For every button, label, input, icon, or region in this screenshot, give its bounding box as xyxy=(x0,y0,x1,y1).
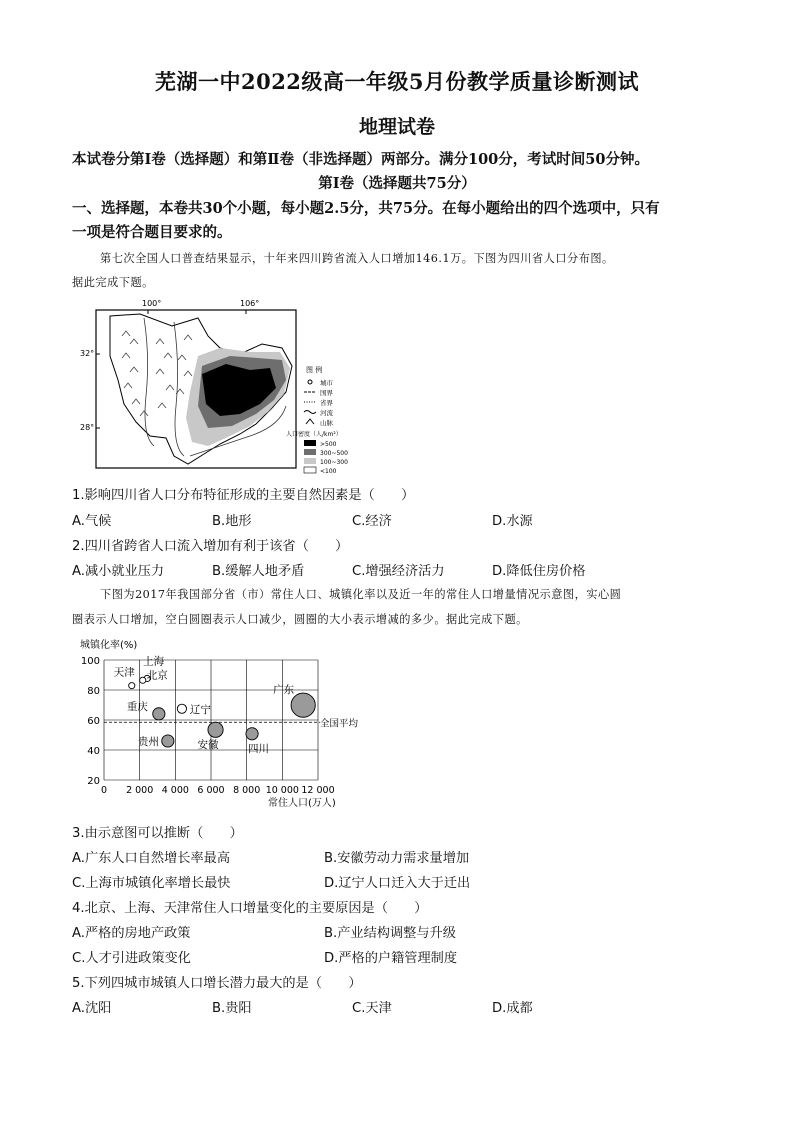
y-tick-label: 40 xyxy=(87,746,100,757)
point-北京 xyxy=(140,677,146,683)
legend-province-border: 省界 xyxy=(320,399,333,407)
q5-option-d[interactable]: D.成都 xyxy=(492,1001,533,1016)
legend-city: 城市 xyxy=(320,379,333,387)
point-label: 天津 xyxy=(113,666,135,679)
x-tick-label: 2 000 xyxy=(126,785,154,796)
point-label: 广东 xyxy=(273,684,295,697)
q1-option-b[interactable]: B.地形 xyxy=(212,514,252,529)
x-tick-label: 12 000 xyxy=(301,785,335,796)
legend-density-3: 100~300 xyxy=(320,459,348,466)
point-广东 xyxy=(291,693,315,717)
q4-option-a[interactable]: A.严格的房地产政策 xyxy=(72,926,191,941)
point-label: 四川 xyxy=(248,742,270,755)
sichuan-population-map xyxy=(80,296,370,474)
y-tick-label: 20 xyxy=(87,776,100,787)
question-3-stem: 3.由示意图可以推断（ ） xyxy=(72,826,243,841)
legend-density-title: 人口密度（人/km²） xyxy=(286,431,342,438)
q4-option-b[interactable]: B.产业结构调整与升级 xyxy=(324,926,456,941)
passage-2-line-2: 圈表示人口增加，空白圆圈表示人口减少，圆圈的大小表示增减的多少。据此完成下题。 xyxy=(72,613,528,626)
chart-ylabel: 城镇化率(%) xyxy=(80,640,138,651)
national-average-label: 全国平均 xyxy=(320,718,359,730)
q2-option-c[interactable]: C.增强经济活力 xyxy=(352,564,445,579)
paper-subtitle: 地理试卷 xyxy=(358,116,435,138)
q1-option-c[interactable]: C.经济 xyxy=(352,514,392,529)
instructions: 本试卷分第Ⅰ卷（选择题）和第Ⅱ卷（非选择题）两部分。满分100分，考试时间50分钟。 xyxy=(72,151,649,168)
passage-1-line-2: 据此完成下题。 xyxy=(72,276,154,289)
x-tick-label: 6 000 xyxy=(197,785,225,796)
q3-option-c[interactable]: C.上海市城镇化率增长最快 xyxy=(72,876,231,891)
q3-option-d[interactable]: D.辽宁人口迁入大于迁出 xyxy=(324,876,471,891)
point-辽宁 xyxy=(177,704,186,713)
legend-river: 河流 xyxy=(320,409,333,417)
section-intro: 一、选择题，本卷共30个小题，每小题2.5分，共75分。在每小题给出的四个选项中，只有 xyxy=(72,200,660,217)
legend-density-2: 300~500 xyxy=(320,450,348,457)
point-安徽 xyxy=(208,722,223,737)
y-tick-label: 80 xyxy=(87,686,100,697)
point-label: 北京 xyxy=(146,669,168,682)
legend-city-symbol xyxy=(308,380,312,384)
point-label: 安徽 xyxy=(197,738,219,751)
legend-mountain: 山脉 xyxy=(320,419,333,427)
lat-label-32: 32° xyxy=(80,349,95,358)
passage-1-line-1: 第七次全国人口普查结果显示，十年来四川跨省流入人口增加146.1万。下图为四川省人口分布图。 xyxy=(100,252,614,265)
point-四川 xyxy=(246,728,258,740)
x-tick-label: 8 000 xyxy=(233,785,261,796)
legend-national-border: 国界 xyxy=(320,389,333,397)
x-tick-label: 10 000 xyxy=(265,785,299,796)
q5-option-b[interactable]: B.贵阳 xyxy=(212,1001,252,1016)
point-label: 辽宁 xyxy=(189,703,211,716)
q2-option-a[interactable]: A.减小就业压力 xyxy=(72,564,165,579)
x-tick-label: 4 000 xyxy=(161,785,189,796)
lat-label-28: 28° xyxy=(80,423,95,432)
point-贵州 xyxy=(162,735,174,747)
q1-option-d[interactable]: D.水源 xyxy=(492,514,533,529)
point-label: 上海 xyxy=(143,655,165,668)
q2-option-d[interactable]: D.降低住房价格 xyxy=(492,564,586,579)
question-2-stem: 2.四川省跨省人口流入增加有利于该省（ ） xyxy=(72,539,349,554)
lon-label-106: 106° xyxy=(240,299,260,308)
q4-option-d[interactable]: D.严格的户籍管理制度 xyxy=(324,951,458,966)
q4-option-c[interactable]: C.人才引进政策变化 xyxy=(72,951,191,966)
q2-option-b[interactable]: B.缓解人地矛盾 xyxy=(212,564,305,579)
q5-option-c[interactable]: C.天津 xyxy=(352,1001,392,1016)
passage-2-line-1: 下图为2017年我国部分省（市）常住人口、城镇化率以及近一年的常住人口增量情况示意图，实心圆 xyxy=(100,588,622,601)
urbanization-chart xyxy=(74,636,374,812)
y-tick-label: 60 xyxy=(87,716,100,727)
chart-xlabel: 常住人口(万人) xyxy=(268,798,336,809)
q1-option-a[interactable]: A.气候 xyxy=(72,514,112,529)
legend-density-4: <100 xyxy=(320,468,337,474)
legend-title: 图 例 xyxy=(306,366,323,374)
q5-option-a[interactable]: A.沈阳 xyxy=(72,1001,112,1016)
point-label: 贵州 xyxy=(137,736,159,748)
y-tick-label: 100 xyxy=(80,656,100,667)
question-4-stem: 4.北京、上海、天津常住人口增量变化的主要原因是（ ） xyxy=(72,901,428,916)
q3-option-a[interactable]: A.广东人口自然增长率最高 xyxy=(72,851,231,866)
point-天津 xyxy=(129,683,135,689)
point-label: 重庆 xyxy=(126,700,148,713)
point-重庆 xyxy=(153,708,165,720)
lon-label-100: 100° xyxy=(142,299,162,308)
page-title: 芜湖一中2022级高一年级5月份教学质量诊断测试 xyxy=(154,69,640,94)
x-tick-label: 0 xyxy=(100,785,108,796)
q3-option-b[interactable]: B.安徽劳动力需求量增加 xyxy=(324,851,470,866)
section-intro-cont: 一项是符合题目要求的。 xyxy=(72,224,232,241)
question-5-stem: 5.下列四城市城镇人口增长潜力最大的是（ ） xyxy=(72,976,362,991)
part-title: 第Ⅰ卷（选择题共75分） xyxy=(318,175,476,192)
legend-density-1: >500 xyxy=(320,441,337,448)
question-1-stem: 1.影响四川省人口分布特征形成的主要自然因素是（ ） xyxy=(72,488,415,503)
